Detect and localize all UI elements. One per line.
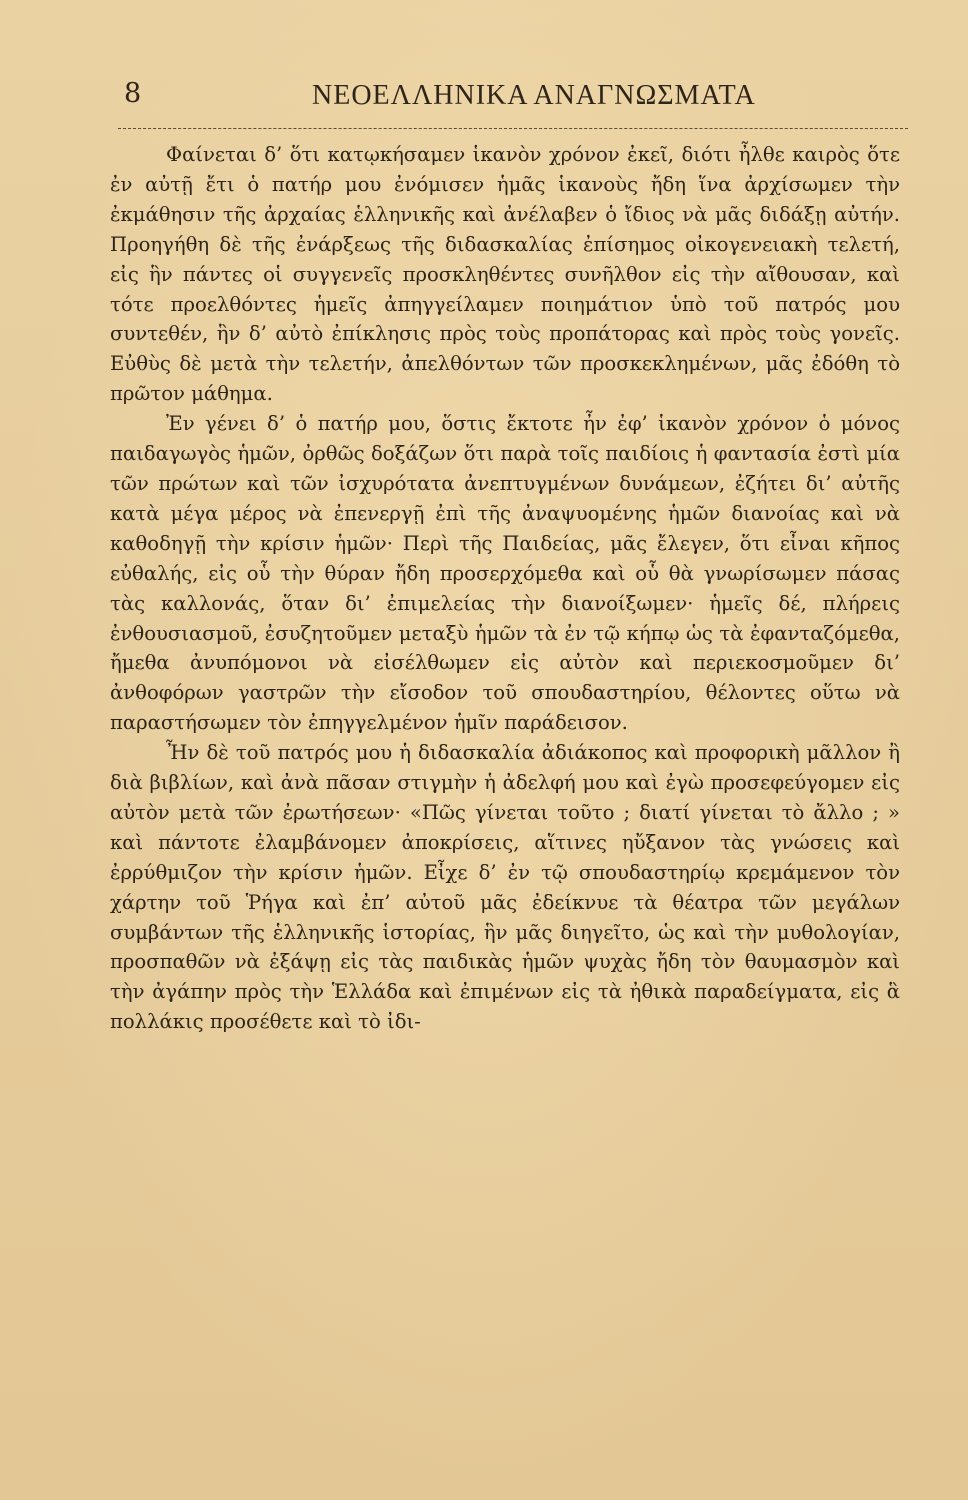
header-rule: [118, 128, 908, 129]
page-number: 8: [124, 78, 142, 109]
running-title: ΝΕΟΕΛΛΗΝΙΚΑ ΑΝΑΓΝΩΣΜΑΤΑ: [312, 80, 756, 111]
paragraph-1: Φαίνεται δ’ ὅτι κατῳκήσαμεν ἱκανὸν χρόνον ἐκεῖ, διότι ἦλθε καιρὸς ὅτε ἐν αὐτῇ ἔτι ὁ πατήρ μου ἐνόμισεν ἡμᾶς ἱκανοὺς ἤδη ἵνα ἀρχίσωμεν τὴν ἐκμάθησιν τῆς ἀρχαίας ἑλληνικῆς καὶ ἀνέλαβεν ὁ ἴδιος νὰ μᾶς διδάξῃ αὐτήν. Προηγήθη δὲ τῆς ἐνάρξεως τῆς διδασκαλίας ἐπίσημος οἰκογενειακὴ τελετή, εἰς ἣν πάντες οἱ συγγενεῖς προσκληθέντες συνῆλθον εἰς τὴν αἴθουσαν, καὶ τότε προελθόντες ἡμεῖς ἀπηγγείλαμεν ποιημάτιον ὑπὸ τοῦ πατρός μου συντεθέν, ἣν δ’ αὐτὸ ἐπίκλησις πρὸς τοὺς προπάτορας καὶ πρὸς τοὺς γονεῖς. Εὐθὺς δὲ μετὰ τὴν τελετήν, ἀπελθόντων τῶν προσκεκλημένων, μᾶς ἐδόθη τὸ πρῶτον μάθημα.: [110, 143, 900, 406]
page-header: [0, 78, 968, 118]
body-text: [110, 140, 900, 1037]
paragraph-2: Ἐν γένει δ’ ὁ πατήρ μου, ὅστις ἔκτοτε ἦν ἐφ’ ἱκανὸν χρόνον ὁ μόνος παιδαγωγὸς ἡμῶν, ὀρθῶς δοξάζων ὅτι παρὰ τοῖς παιδίοις ἡ φαντασία ἐστὶ μία τῶν πρώτων καὶ τῶν ἰσχυρότατα ἀνεπτυγμένων δυνάμεων, ἐζήτει δι’ αὐτῆς κατὰ μέγα μέρος νὰ ἐπενεργῇ ἐπὶ τῆς ἀναψυομένης ἡμῶν διανοίας καὶ νὰ καθοδηγῇ τὴν κρίσιν ἡμῶν· Περὶ τῆς Παιδείας, μᾶς ἔλεγεν, ὅτι εἶναι κῆπος εὐθαλής, εἰς οὗ τὴν θύραν ἤδη προσερχόμεθα καὶ οὗ θὰ γνωρίσωμεν πάσας τὰς καλλονάς, ὅταν δι’ ἐπιμελείας τὴν διανοίξωμεν· ἡμεῖς δέ, πλήρεις ἐνθουσιασμοῦ, ἐσυζητοῦμεν μεταξὺ ἡμῶν τὰ ἐν τῷ κήπῳ ὡς τὰ ἐφανταζόμεθα, ἤμεθα ἀνυπόμονοι νὰ εἰσέλθωμεν εἰς αὐτὸν καὶ περιεκοσμοῦμεν δι’ ἀνθοφόρων γαστρῶν τὴν εἴσοδον τοῦ σπουδαστηρίου, θέλοντες οὕτω νὰ παραστήσωμεν τὸν ἐπηγγελμένον ἡμῖν παράδεισον.: [110, 412, 900, 735]
paragraph-3: Ἦν δὲ τοῦ πατρός μου ἡ διδασκαλία ἀδιάκοπος καὶ προφορικὴ μᾶλλον ἢ διὰ βιβλίων, καὶ ἀνὰ πᾶσαν στιγμὴν ἡ ἀδελφή μου καὶ ἐγὼ προσεφεύγομεν εἰς αὐτὸν μετὰ τῶν ἐρωτήσεων· «Πῶς γίνεται τοῦτο ; διατί γίνεται τὸ ἄλλο ; » καὶ πάντοτε ἐλαμβάνομεν ἀποκρίσεις, αἵτινες ηὔξανον τὰς γνώσεις καὶ ἐρρύθμιζον τὴν κρίσιν ἡμῶν. Εἶχε δ’ ἐν τῷ σπουδαστηρίῳ κρεμάμενον τὸν χάρτην τοῦ Ῥήγα καὶ ἐπ’ αὐτοῦ μᾶς ἐδείκνυε τὰ θέατρα τῶν μεγάλων συμβάντων τῆς ἑλληνικῆς ἱστορίας, ἣν μᾶς διηγεῖτο, ὡς καὶ τὴν μυθολογίαν, προσπαθῶν νὰ ἐξάψῃ εἰς τὰς παιδικὰς ἡμῶν ψυχὰς ἤδη τὸν θαυμασμὸν καὶ τὴν ἀγάπην πρὸς τὴν Ἑλλάδα καὶ ἐπιμένων εἰς τὰ ἠθικὰ παραδείγματα, εἰς ἃ πολλάκις προσέθετε καὶ τὸ ἰδι-: [110, 741, 900, 1034]
